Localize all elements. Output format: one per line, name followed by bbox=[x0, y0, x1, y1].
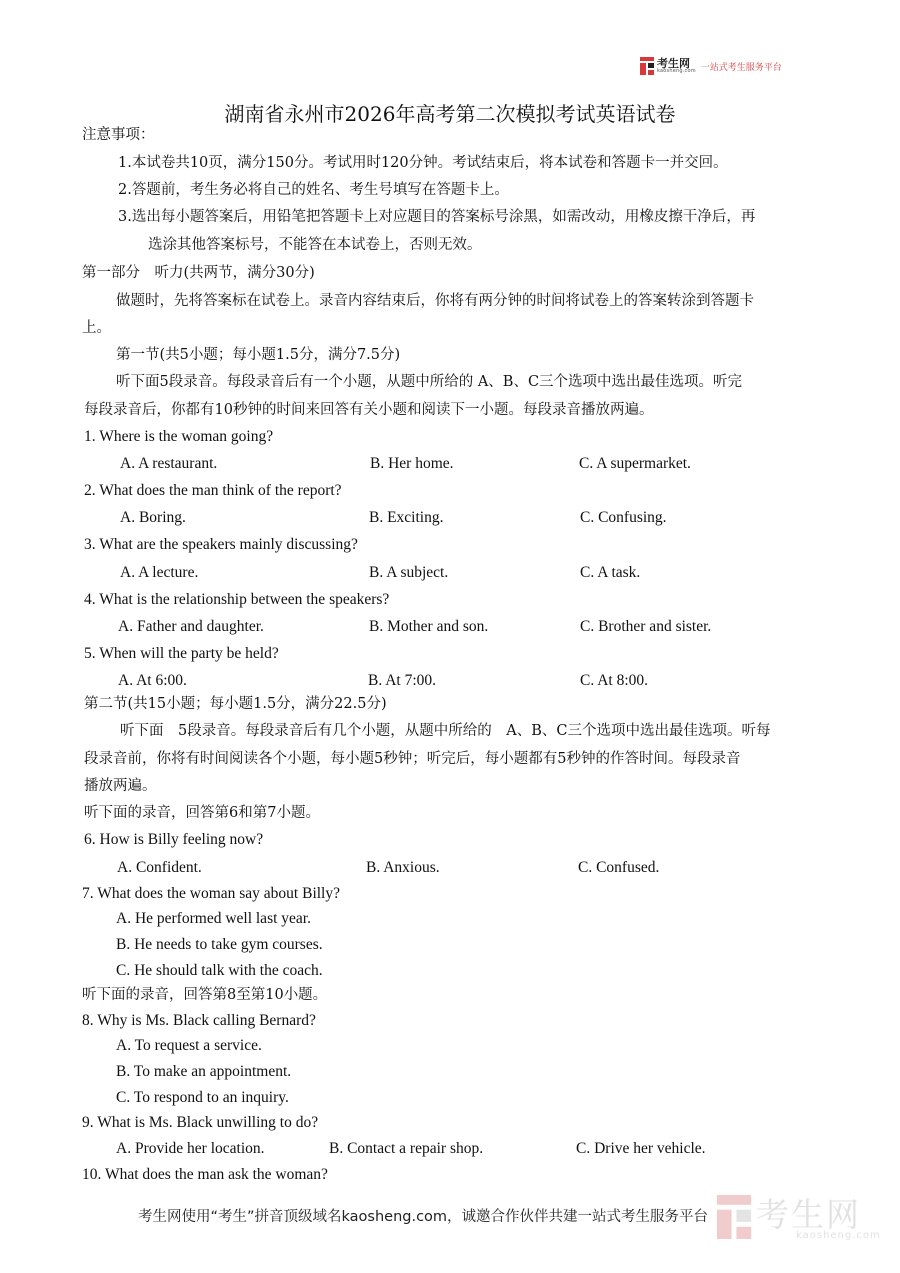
notice-item-3-cont: 选涂其他答案标号，不能答在本试卷上，否则无效。 bbox=[148, 237, 482, 253]
logo-name: 考生网 bbox=[657, 57, 690, 70]
q9-option-b: B. Contact a repair shop. bbox=[329, 1140, 484, 1157]
q6-option-b: B. Anxious. bbox=[366, 859, 440, 876]
header-logo bbox=[640, 55, 782, 77]
watermark-url: kaosheng.com bbox=[796, 1229, 881, 1241]
notice-item-3: 3.选出每小题答案后，用铅笔把答题卡上对应题目的答案标号涂黑，如需改动，用橡皮擦干净后，再 bbox=[118, 209, 756, 225]
kaosheng-logo-icon bbox=[640, 57, 654, 75]
q5-option-b: B. At 7:00. bbox=[368, 672, 437, 689]
part1-intro-line1: 做题时，先将答案标在试卷上。录音内容结束后，你将有两分钟的时间将试卷上的答案转涂到答题卡 bbox=[116, 293, 754, 309]
q9-option-a: A. Provide her location. bbox=[116, 1140, 265, 1157]
question-1: 1. Where is the woman going? bbox=[84, 428, 274, 445]
question-10: 10. What does the man ask the woman? bbox=[82, 1166, 328, 1183]
footer-watermark bbox=[716, 1195, 881, 1243]
section2-intro-line2: 段录音前，你将有时间阅读各个小题，每小题5秒钟；听完后，每小题都有5秒钟的作答时间。每段录音 bbox=[84, 751, 741, 767]
q4-option-b: B. Mother and son. bbox=[369, 618, 489, 635]
q1-option-c: C. A supermarket. bbox=[579, 455, 691, 472]
q8-option-a: A. To request a service. bbox=[116, 1037, 262, 1054]
q6-option-a: A. Confident. bbox=[117, 859, 202, 876]
section2-intro-line3: 播放两遍。 bbox=[84, 778, 157, 794]
section2-heading: 第二节(共15小题；每小题1.5分，满分22.5分) bbox=[84, 696, 387, 712]
q8-option-c: C. To respond to an inquiry. bbox=[116, 1089, 289, 1106]
notice-heading: 注意事项： bbox=[82, 127, 155, 143]
logo-tagline: 一站式考生服务平台 bbox=[700, 62, 782, 73]
q3-option-b: B. A subject. bbox=[369, 564, 449, 581]
question-3: 3. What are the speakers mainly discussing? bbox=[84, 536, 358, 553]
page-title: 湖南省永州市2026年高考第二次模拟考试英语试卷 bbox=[224, 102, 676, 126]
part1-heading: 第一部分 听力(共两节，满分30分) bbox=[82, 265, 315, 281]
q1-option-a: A. A restaurant. bbox=[120, 455, 218, 472]
notice-item-2: 2.答题前，考生务必将自己的姓名、考生号填写在答题卡上。 bbox=[118, 182, 509, 198]
q1-option-b: B. Her home. bbox=[370, 455, 454, 472]
q9-option-c: C. Drive her vehicle. bbox=[576, 1140, 706, 1157]
question-2: 2. What does the man think of the report? bbox=[84, 482, 342, 499]
question-8: 8. Why is Ms. Black calling Bernard? bbox=[82, 1012, 316, 1029]
q4-option-a: A. Father and daughter. bbox=[118, 618, 264, 635]
question-6: 6. How is Billy feeling now? bbox=[84, 831, 264, 848]
watermark-name: 考生网 bbox=[756, 1194, 861, 1234]
group1-instruction: 听下面的录音，回答第6和第7小题。 bbox=[84, 805, 320, 821]
question-4: 4. What is the relationship between the speakers? bbox=[84, 591, 390, 608]
q5-option-c: C. At 8:00. bbox=[580, 672, 649, 689]
q3-option-c: C. A task. bbox=[580, 564, 641, 581]
question-5: 5. When will the party be held? bbox=[84, 645, 279, 662]
group2-instruction: 听下面的录音，回答第8至第10小题。 bbox=[82, 987, 328, 1003]
q7-option-b: B. He needs to take gym courses. bbox=[116, 936, 323, 953]
q3-option-a: A. A lecture. bbox=[120, 564, 199, 581]
section1-intro-line1: 听下面5段录音。每段录音后有一个小题，从题中所给的 A、B、C三个选项中选出最佳选项。听完 bbox=[116, 374, 743, 390]
q2-option-a: A. Boring. bbox=[120, 509, 186, 526]
q6-option-c: C. Confused. bbox=[578, 859, 660, 876]
section2-intro-line1: 听下面 5段录音。每段录音后有几个小题，从题中所给的 A、B、C三个选项中选出最佳选项。听每 bbox=[120, 723, 771, 739]
section1-heading: 第一节(共5小题；每小题1.5分，满分7.5分) bbox=[116, 347, 401, 363]
q4-option-c: C. Brother and sister. bbox=[580, 618, 712, 635]
section1-intro-line2: 每段录音后，你都有10秒钟的时间来回答有关小题和阅读下一小题。每段录音播放两遍。 bbox=[84, 402, 654, 418]
q5-option-a: A. At 6:00. bbox=[118, 672, 187, 689]
q8-option-b: B. To make an appointment. bbox=[116, 1063, 292, 1080]
question-7: 7. What does the woman say about Billy? bbox=[82, 885, 340, 902]
notice-item-1: 1.本试卷共10页，满分150分。考试用时120分钟。考试结束后，将本试卷和答题卡一并交回。 bbox=[118, 155, 728, 171]
question-9: 9. What is Ms. Black unwilling to do? bbox=[82, 1114, 319, 1131]
q7-option-a: A. He performed well last year. bbox=[116, 910, 311, 927]
q2-option-b: B. Exciting. bbox=[369, 509, 444, 526]
part1-intro-line2: 上。 bbox=[82, 320, 111, 336]
q2-option-c: C. Confusing. bbox=[580, 509, 667, 526]
footer-text: 考生网使用“考生”拼音顶级域名kaosheng.com，诚邀合作伙伴共建一站式考生服务平台 bbox=[138, 1209, 709, 1225]
kaosheng-watermark-icon bbox=[716, 1195, 752, 1243]
q7-option-c: C. He should talk with the coach. bbox=[116, 962, 323, 979]
logo-url: kaosheng.com bbox=[657, 68, 696, 74]
